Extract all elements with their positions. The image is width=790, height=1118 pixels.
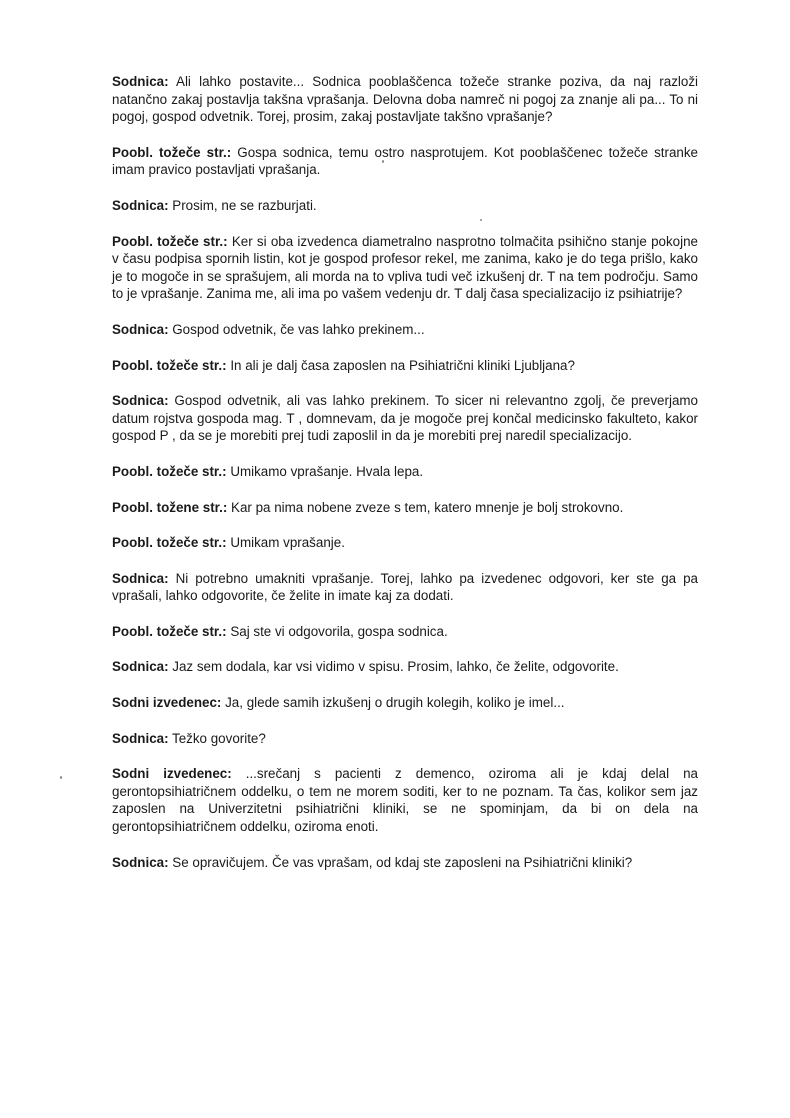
entry-text: Saj ste vi odgovorila, gospa sodnica. bbox=[226, 623, 448, 639]
transcript-entry bbox=[112, 730, 698, 748]
speaker-label: Poobl. tožene str.: bbox=[112, 499, 228, 515]
transcript-entry bbox=[112, 73, 698, 126]
speaker-label: Poobl. tožeče str.: bbox=[112, 233, 228, 249]
entry-text: Gospod odvetnik, ali vas lahko prekinem. To sicer ni relevantno zgolj, če preverjamo datum rojstva gospoda mag. T , domnevam, da je mogoče prej končal medicinsko fakulteto, kakor gospod P , da se je morebiti prej tudi zaposlil in da je morebiti prej naredil specializacijo. bbox=[112, 393, 698, 444]
speaker-label: Sodnica: bbox=[112, 659, 169, 675]
entry-text: Prosim, ne se razburjati. bbox=[168, 197, 317, 213]
entry-text: Jaz sem dodala, kar vsi vidimo v spisu. Prosim, lahko, če želite, odgovorite. bbox=[168, 659, 619, 675]
entry-text: Umikam vprašanje. bbox=[226, 535, 345, 551]
speaker-label: Sodni izvedenec: bbox=[112, 766, 232, 782]
transcript-entry bbox=[112, 854, 698, 872]
transcript-entry bbox=[112, 570, 698, 605]
speaker-label: Sodnica: bbox=[112, 74, 169, 89]
transcript-entry bbox=[112, 197, 698, 215]
speaker-label: Poobl. tožeče str.: bbox=[112, 463, 227, 479]
transcript-entry bbox=[112, 694, 698, 712]
speaker-label: Poobl. tožeče str.: bbox=[112, 623, 227, 639]
entry-text: Se opravičujem. Če vas vprašam, od kdaj ste zaposleni na Psihiatrični kliniki? bbox=[168, 854, 633, 870]
scan-speck bbox=[382, 160, 384, 163]
entry-text: Gospa sodnica, temu ostro nasprotujem. Kot pooblaščenec tožeče stranke imam pravico postavljati vprašanja. bbox=[112, 144, 698, 178]
transcript-entry bbox=[112, 765, 698, 835]
entry-text: Umikamo vprašanje. Hvala lepa. bbox=[226, 463, 424, 479]
speaker-label: Sodnica: bbox=[112, 570, 169, 586]
entry-text: ...srečanj s pacienti z demenco, oziroma ali je kdaj delal na gerontopsihiatričnem oddelku, o tem ne morem soditi, ker to ne poznam. Ta čas, kolikor sem jaz zaposlen na Univerzitetni psihiatrični kliniki, se ne spominjam, da bi on dela na gerontopsihiatričnem oddelku, oziroma enoti. bbox=[112, 766, 698, 835]
speaker-label: Sodnica: bbox=[112, 197, 169, 213]
speaker-label: Poobl. tožeče str.: bbox=[112, 144, 232, 160]
transcript-entry bbox=[112, 658, 698, 676]
speaker-label: Poobl. tožeče str.: bbox=[112, 535, 227, 551]
scan-speck bbox=[60, 776, 62, 779]
transcript-entry bbox=[112, 463, 698, 481]
entry-text: Ni potrebno umakniti vprašanje. Torej, lahko pa izvedenec odgovori, ker ste ga pa vprašali, lahko odgovorite, če želite in imate kaj za dodati. bbox=[112, 570, 698, 604]
speaker-label: Sodnica: bbox=[112, 730, 169, 746]
transcript-entry bbox=[112, 623, 698, 641]
entry-text: Ja, glede samih izkušenj o drugih kolegih, koliko je imel... bbox=[221, 695, 565, 711]
entry-text: Kar pa nima nobene zveze s tem, katero mnenje je bolj strokovno. bbox=[227, 499, 624, 515]
transcript-entry bbox=[112, 233, 698, 303]
transcript-entry bbox=[112, 144, 698, 179]
transcript-entry bbox=[112, 392, 698, 445]
entry-text: Ker si oba izvedenca diametralno nasprotno tolmačita psihično stanje pokojne v času podpisa spornih listin, kot je gospod profesor rekel, me zanima, kako je do tega prišlo, kako je to mogoče in se sprašujem, ali morda na to vpliva tudi več izkušenj dr. T na tem področju. Samo to je vprašanje. Zanima me, ali ima po vašem vedenju dr. T dalj časa specializacijo iz psihiatrije? bbox=[112, 233, 698, 302]
scan-speck bbox=[480, 219, 482, 221]
entry-text: Gospod odvetnik, če vas lahko prekinem... bbox=[168, 321, 425, 337]
transcript-entry bbox=[112, 357, 698, 375]
speaker-label: Sodnica: bbox=[112, 854, 169, 870]
transcript-entry bbox=[112, 321, 698, 339]
speaker-label: Sodni izvedenec: bbox=[112, 695, 222, 711]
speaker-label: Poobl. tožeče str.: bbox=[112, 357, 227, 373]
entry-text: Težko govorite? bbox=[168, 730, 266, 746]
transcript-entry bbox=[112, 499, 698, 517]
entry-text: Ali lahko postavite... Sodnica pooblaščenca tožeče stranke poziva, da naj razloži natančno zakaj postavlja takšna vprašanja. Delovna doba namreč ni pogoj za znanje ali pa... To ni pogoj, gospod odvetnik. Torej, prosim, zakaj postavljate takšno vprašanje? bbox=[112, 74, 698, 125]
speaker-label: Sodnica: bbox=[112, 393, 169, 409]
speaker-label: Sodnica: bbox=[112, 321, 169, 337]
entry-text: In ali je dalj časa zaposlen na Psihiatrični kliniki Ljubljana? bbox=[226, 357, 575, 373]
transcript-entry bbox=[112, 534, 698, 552]
